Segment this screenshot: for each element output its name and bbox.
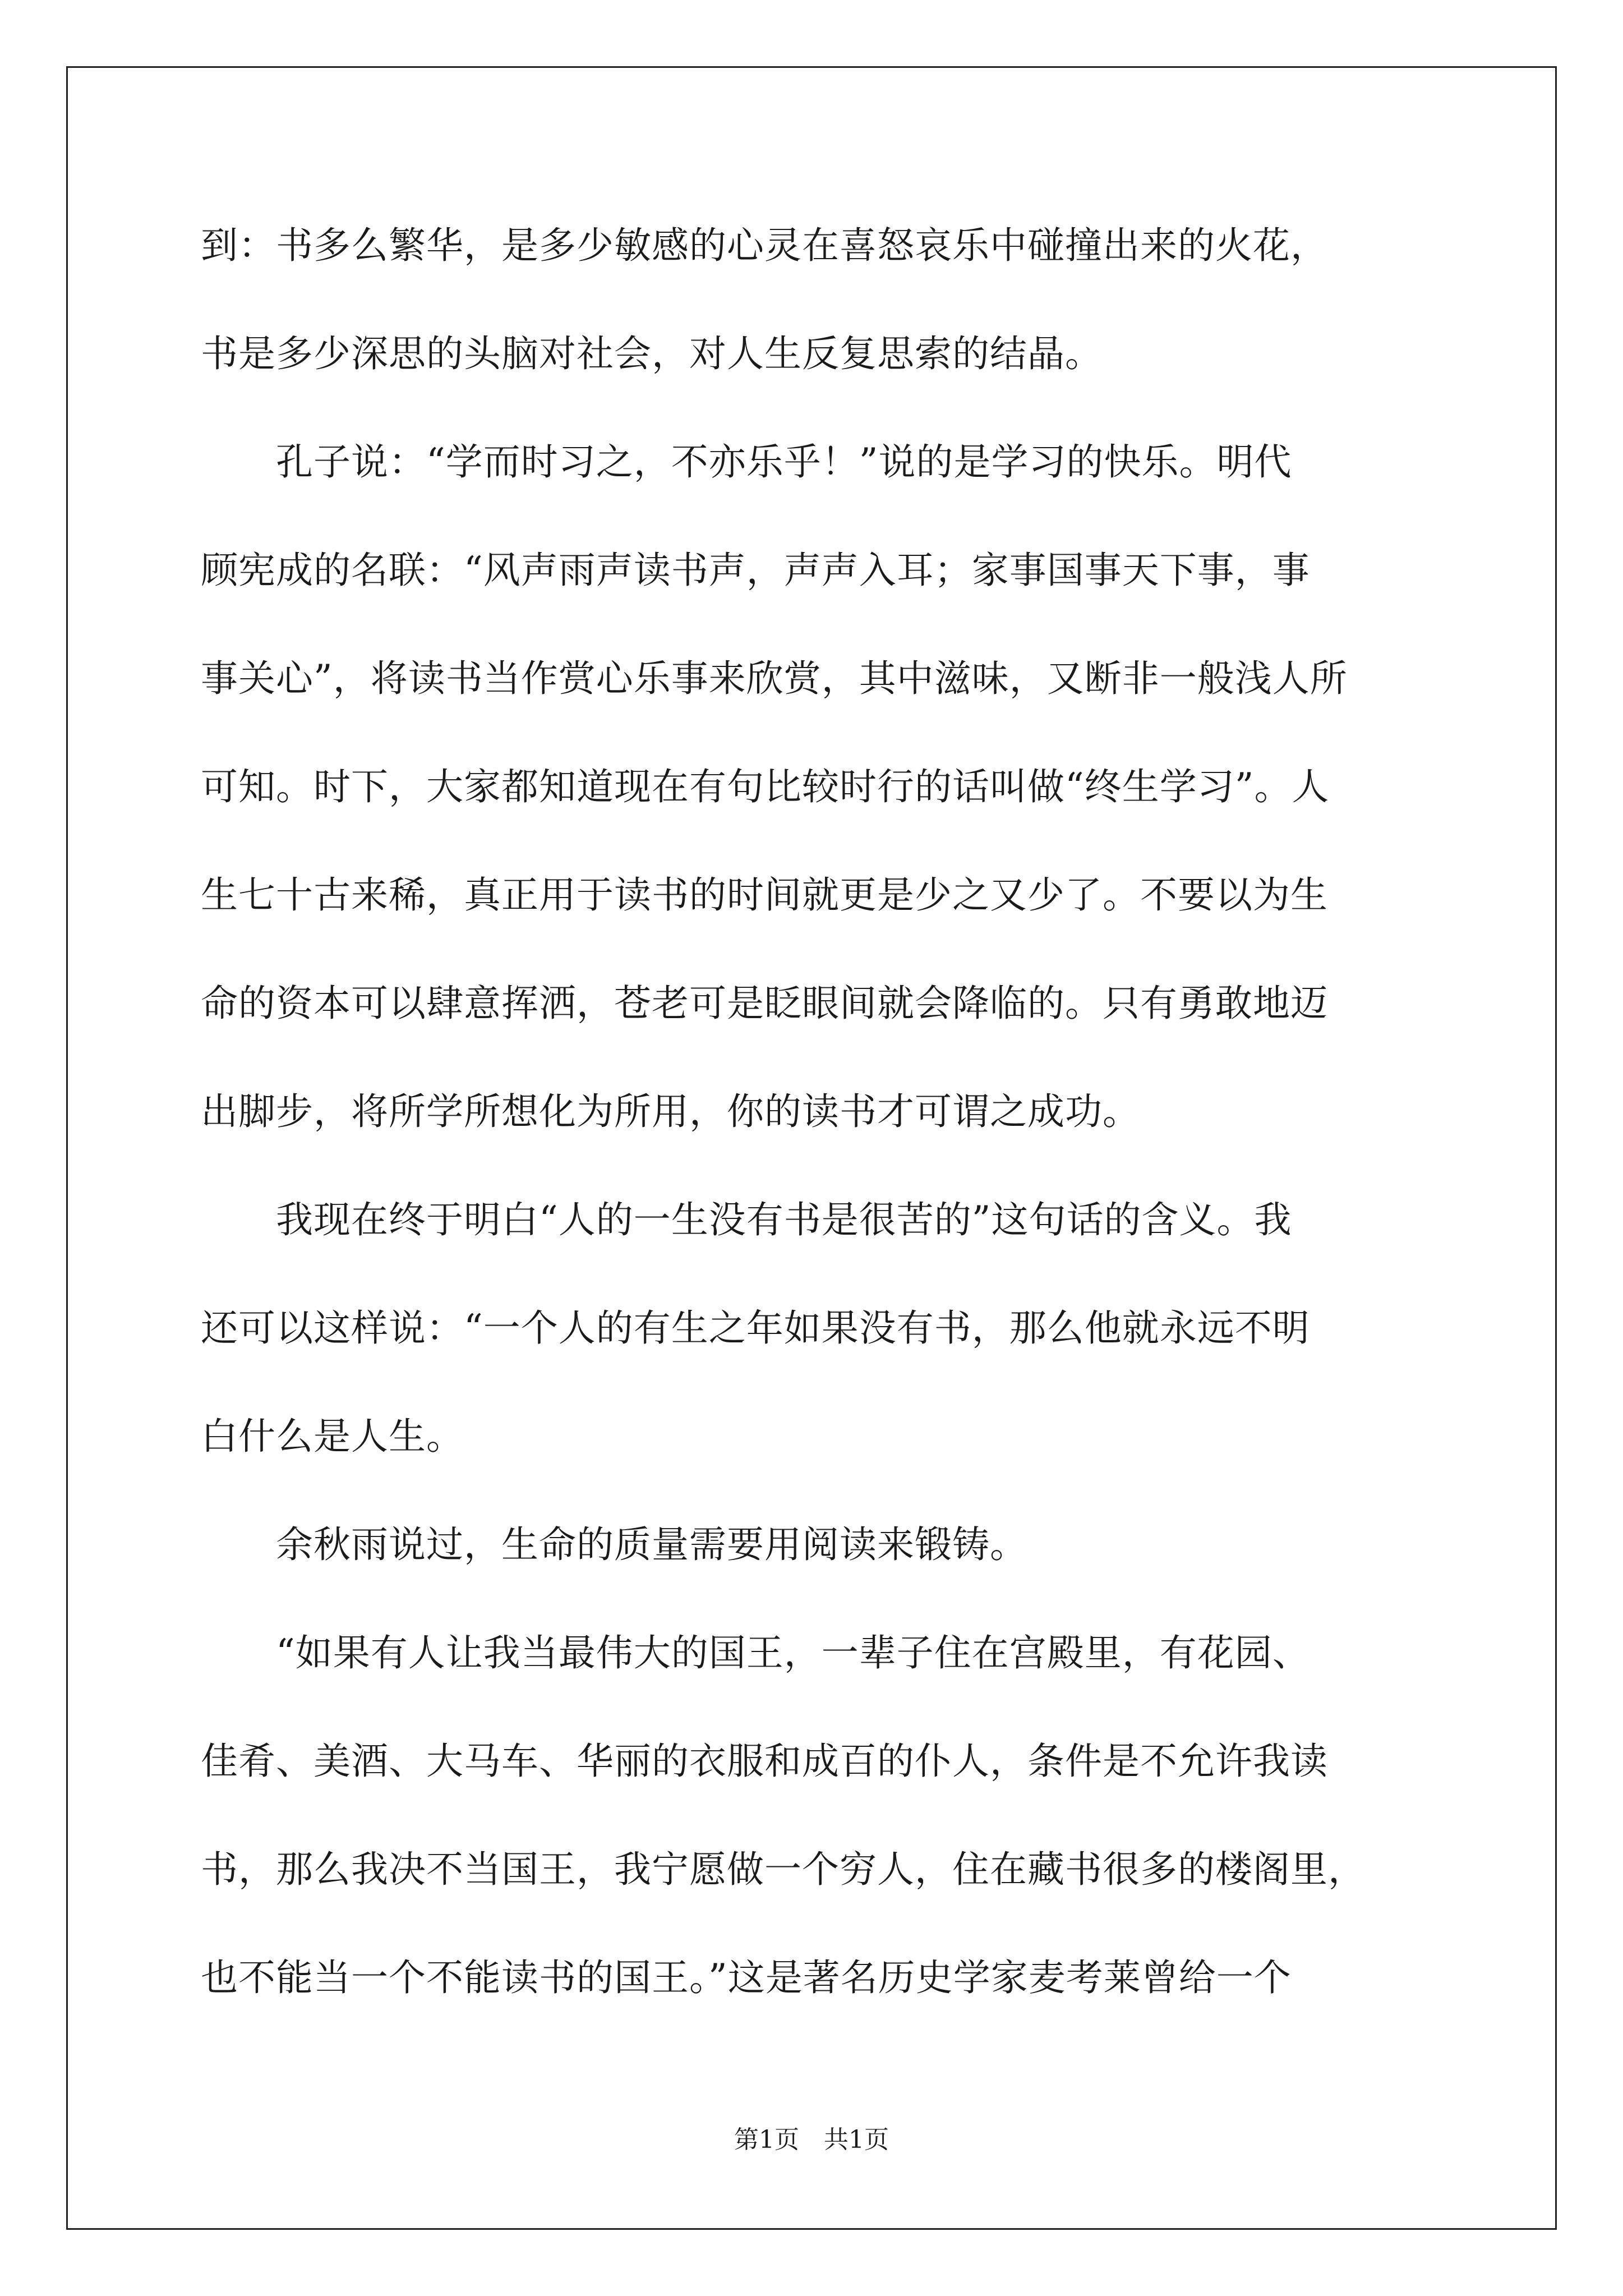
text-line: 余秋雨说过，生命的质量需要用阅读来锻铸。 bbox=[201, 1523, 1027, 1566]
text-line: 白什么是人生。 bbox=[201, 1415, 464, 1458]
text-line: 可知。时下，大家都知道现在有句比较时行的话叫做“终生学习”。人 bbox=[201, 765, 1330, 808]
text-line: 到：书多么繁华，是多少敏感的心灵在喜怒哀乐中碰撞出来的火花， bbox=[201, 224, 1328, 267]
text-line: 命的资本可以肆意挥洒，苍老可是眨眼间就会降临的。只有勇敢地迈 bbox=[201, 982, 1328, 1025]
text-line: 佳肴、美酒、大马车、华丽的衣服和成百的仆人，条件是不允许我读 bbox=[201, 1740, 1328, 1783]
text-line: 还可以这样说：“一个人的有生之年如果没有书，那么他就永远不明 bbox=[201, 1306, 1310, 1350]
body-text bbox=[201, 218, 1435, 2058]
text-line: 书，那么我决不当国王，我宁愿做一个穷人，住在藏书很多的楼阁里， bbox=[201, 1848, 1366, 1891]
text-line: 我现在终于明白“人的一生没有书是很苦的”这句话的含义。我 bbox=[201, 1198, 1292, 1241]
text-line: 事关心”，将读书当作赏心乐事来欣赏，其中滋味，又断非一般浅人所 bbox=[201, 657, 1348, 700]
text-line: 出脚步，将所学所想化为所用，你的读书才可谓之成功。 bbox=[201, 1090, 1140, 1133]
text-line: 书是多少深思的头脑对社会，对人生反复思索的结晶。 bbox=[201, 332, 1103, 375]
text-line: 顾宪成的名联：“风声雨声读书声，声声入耳；家事国事天下事，事 bbox=[201, 549, 1310, 592]
text-line: 也不能当一个不能读书的国王。”这是著名历史学家麦考莱曾给一个 bbox=[201, 1956, 1292, 1999]
page-footer: 第1页 共1页 bbox=[734, 2125, 889, 2154]
text-line: “如果有人让我当最伟大的国王，一辈子住在宫殿里，有花园、 bbox=[201, 1631, 1310, 1674]
text-line: 生七十古来稀，真正用于读书的时间就更是少之又少了。不要以为生 bbox=[201, 873, 1328, 917]
text-line: 孔子说：“学而时习之，不亦乐乎！”说的是学习的快乐。明代 bbox=[201, 440, 1292, 484]
